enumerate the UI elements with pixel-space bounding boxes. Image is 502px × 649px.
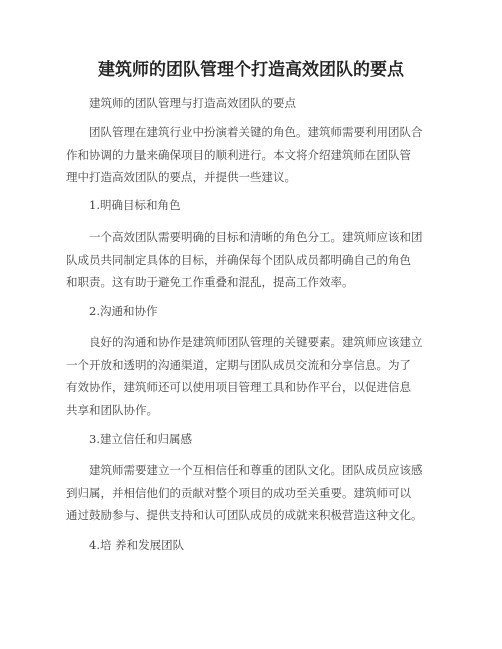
paragraph-line: 一个高效团队需要明确的目标和清晰的角色分工。建筑师应该和团 — [89, 230, 423, 244]
section-heading-3: 3.建立信任和归属感 — [89, 432, 192, 446]
paragraph-line: 团队管理在建筑行业中扮演着关键的角色。建筑师需要利用团队合 — [89, 125, 423, 139]
document-subtitle: 建筑师的团队管理与打造高效团队的要点 — [89, 96, 296, 110]
paragraph-line: 一个开放和透明的沟通渠道，定期与团队成员交流和分享信息。为了 — [66, 357, 411, 372]
paragraph-line: 和职责。这有助于避免工作重叠和混乱，提高工作效率。 — [66, 275, 354, 289]
paragraph-line: 有效协作，建筑师还可以使用项目管理工具和协作平台，以促进信息 — [66, 380, 411, 394]
paragraph-line: 建筑师需要建立一个互相信任和尊重的团队文化。团队成员应该感 — [89, 463, 423, 477]
section-heading-1: 1.明确目标和角色 — [89, 198, 181, 212]
paragraph-line: 共享和团队协作。 — [66, 402, 158, 417]
section-heading-4: 4.培 养和发展团队 — [89, 538, 185, 552]
section-3-paragraph — [66, 459, 446, 527]
paragraph-line: 通过鼓励参与、提供支持和认可团队成员的成就来积极营造这种文化。 — [66, 508, 423, 522]
section-2-paragraph — [66, 331, 446, 421]
paragraph-line: 作和协调的力量来确保项目的顺利进行。本文将介绍建筑师在团队管 — [66, 147, 411, 162]
paragraph-line: 良好的沟通和协作是建筑师团队管理的关键要素。建筑师应该建立 — [89, 335, 423, 349]
section-heading-2: 2.沟通和协作 — [89, 304, 158, 318]
document-title: 建筑师的团队管理个打造高效团队的要点 — [98, 60, 404, 80]
intro-paragraph — [66, 121, 446, 189]
paragraph-line: 队成员共同制定具体的目标，并确保每个团队成员都明确自己的角色 — [66, 252, 411, 267]
paragraph-line: 理中打造高效团队的要点，并提供一些建议。 — [66, 170, 296, 184]
paragraph-line: 到归属，并相信他们的贡献对整个项目的成功至关重要。建筑师可以 — [66, 485, 411, 500]
section-1-paragraph — [66, 226, 446, 294]
